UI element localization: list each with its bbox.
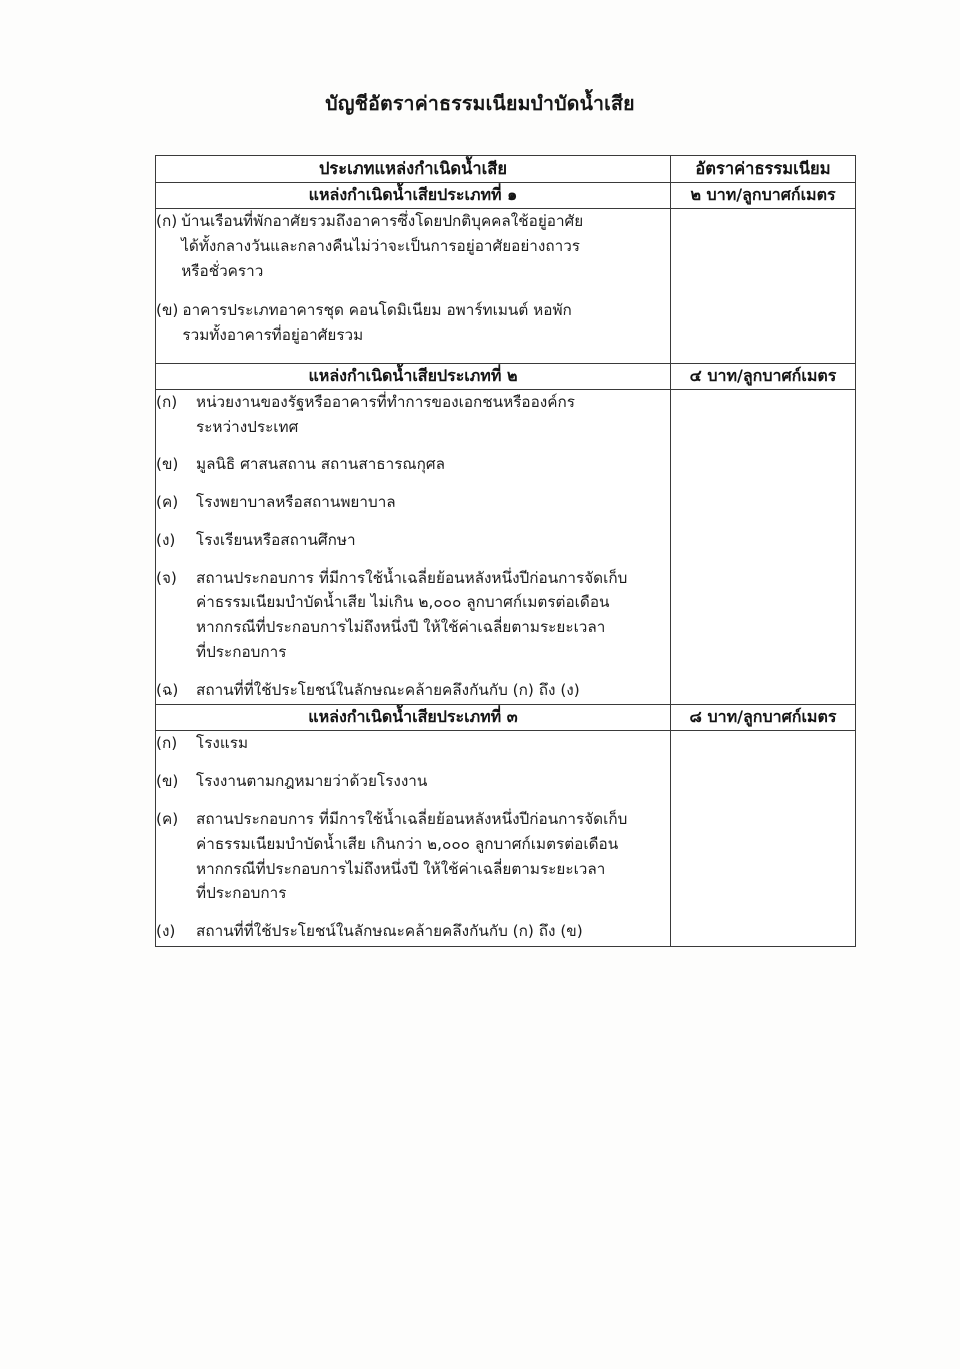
item-label: (ข) <box>156 772 179 791</box>
list-item <box>156 528 670 553</box>
item-text <box>196 919 670 944</box>
column-header-rate: อัตราค่าธรรมเนียม <box>671 156 856 183</box>
section-rate-type-2: ๔ บาท/ลูกบาศก์เมตร <box>671 363 856 389</box>
fee-schedule-table <box>155 155 856 947</box>
section-heading-row <box>156 363 856 389</box>
item-label: (ข) <box>156 455 179 474</box>
item-line: มูลนิธิ ศาสนสถาน สถานสาธารณกุศล <box>196 455 445 474</box>
item-text <box>196 678 670 703</box>
section-items-row <box>156 389 856 705</box>
section-items-type-2 <box>156 389 671 705</box>
item-label: (ง) <box>156 922 176 941</box>
item-line: โรงงานตามกฎหมายว่าด้วยโรงงาน <box>196 772 428 791</box>
section-heading-type-2: แหล่งกำเนิดน้ำเสียประเภทที่ ๒ <box>156 363 671 389</box>
list-item <box>156 919 670 944</box>
rate-cell-empty <box>671 389 856 705</box>
item-text <box>196 807 670 906</box>
section-heading-row <box>156 705 856 731</box>
list-item <box>156 390 670 440</box>
list-item <box>156 209 670 283</box>
list-item <box>156 298 670 348</box>
list-item <box>156 731 670 756</box>
item-line: ได้ทั้งกลางวันและกลางคืนไม่ว่าจะเป็นการอยู่อาศัยอย่างถาวร <box>181 236 581 255</box>
rate-cell-empty <box>671 209 856 364</box>
item-label: (ค) <box>156 810 179 829</box>
item-line: หรือชั่วคราว <box>181 261 264 280</box>
table-body <box>156 156 856 947</box>
item-line: ที่ประกอบการ <box>196 642 287 661</box>
item-label: (ข) <box>156 301 179 320</box>
page-title: บัญชีอัตราค่าธรรมเนียมบำบัดน้ำเสีย <box>325 92 635 115</box>
item-line: สถานประกอบการ ที่มีการใช้น้ำเฉลี่ยย้อนหลังหนึ่งปีก่อนการจัดเก็บ <box>196 810 628 829</box>
section-items-type-1 <box>156 209 671 364</box>
section-rate-type-1: ๒ บาท/ลูกบาศก์เมตร <box>671 183 856 209</box>
item-line: โรงพยาบาลหรือสถานพยาบาล <box>196 493 396 512</box>
rate-cell-empty <box>671 731 856 946</box>
item-line: อาคารประเภทอาคารชุด คอนโดมิเนียม อพาร์ทเมนต์ หอพัก <box>182 301 572 320</box>
section-heading-row <box>156 183 856 209</box>
item-line: สถานที่ที่ใช้ประโยชน์ในลักษณะคล้ายคลึงกันกับ (ก) ถึง (ข) <box>196 922 583 941</box>
item-label: (จ) <box>156 568 177 587</box>
item-text <box>196 528 670 553</box>
item-label: (ง) <box>156 530 176 549</box>
section-items-type-3 <box>156 731 671 946</box>
item-label: (ก) <box>156 212 178 230</box>
item-text <box>182 298 670 348</box>
item-line: หากกรณีที่ประกอบการไม่ถึงหนึ่งปี ให้ใช้ค่าเฉลี่ยตามระยะเวลา <box>196 618 606 637</box>
list-item <box>156 566 670 665</box>
item-line: โรงเรียนหรือสถานศึกษา <box>196 530 356 549</box>
item-label: (ก) <box>156 392 178 411</box>
item-text <box>196 731 670 756</box>
item-line: ค่าธรรมเนียมบำบัดน้ำเสีย ไม่เกิน ๒,๐๐๐ ลูกบาศก์เมตรต่อเดือน <box>196 593 610 612</box>
item-text <box>196 566 670 665</box>
item-line: ที่ประกอบการ <box>196 884 287 903</box>
item-line: บ้านเรือนที่พักอาศัยรวมถึงอาคารซึ่งโดยปกติบุคคลใช้อยู่อาศัย <box>181 212 584 230</box>
item-line: ระหว่างประเทศ <box>196 417 299 436</box>
item-line: สถานที่ที่ใช้ประโยชน์ในลักษณะคล้ายคลึงกันกับ (ก) ถึง (ง) <box>196 680 580 699</box>
list-item <box>156 769 670 794</box>
section-items-row <box>156 731 856 946</box>
item-line: สถานประกอบการ ที่มีการใช้น้ำเฉลี่ยย้อนหลังหนึ่งปีก่อนการจัดเก็บ <box>196 568 628 587</box>
item-line: ค่าธรรมเนียมบำบัดน้ำเสีย เกินกว่า ๒,๐๐๐ ลูกบาศก์เมตรต่อเดือน <box>196 834 619 853</box>
item-text <box>196 769 670 794</box>
item-text <box>196 390 670 440</box>
section-heading-type-1: แหล่งกำเนิดน้ำเสียประเภทที่ ๑ <box>156 183 671 209</box>
item-line: หน่วยงานของรัฐหรืออาคารที่ทำการของเอกชนหรือองค์กร <box>196 392 575 411</box>
section-heading-type-3: แหล่งกำเนิดน้ำเสียประเภทที่ ๓ <box>156 705 671 731</box>
list-item <box>156 490 670 515</box>
item-label: (ฉ) <box>156 680 179 699</box>
list-item <box>156 452 670 477</box>
item-text <box>196 452 670 477</box>
column-header-source: ประเภทแหล่งกำเนิดน้ำเสีย <box>156 156 671 183</box>
item-line: รวมทั้งอาคารที่อยู่อาศัยรวม <box>182 326 364 345</box>
section-rate-type-3: ๘ บาท/ลูกบาศก์เมตร <box>671 705 856 731</box>
item-line: หากกรณีที่ประกอบการไม่ถึงหนึ่งปี ให้ใช้ค่าเฉลี่ยตามระยะเวลา <box>196 859 606 878</box>
item-label: (ก) <box>156 734 178 753</box>
item-label: (ค) <box>156 493 179 512</box>
item-text <box>181 209 670 283</box>
item-text <box>196 490 670 515</box>
section-items-row <box>156 209 856 364</box>
item-line: โรงแรม <box>196 734 249 753</box>
list-item <box>156 807 670 906</box>
table-header-row <box>156 156 856 183</box>
list-item <box>156 678 670 703</box>
